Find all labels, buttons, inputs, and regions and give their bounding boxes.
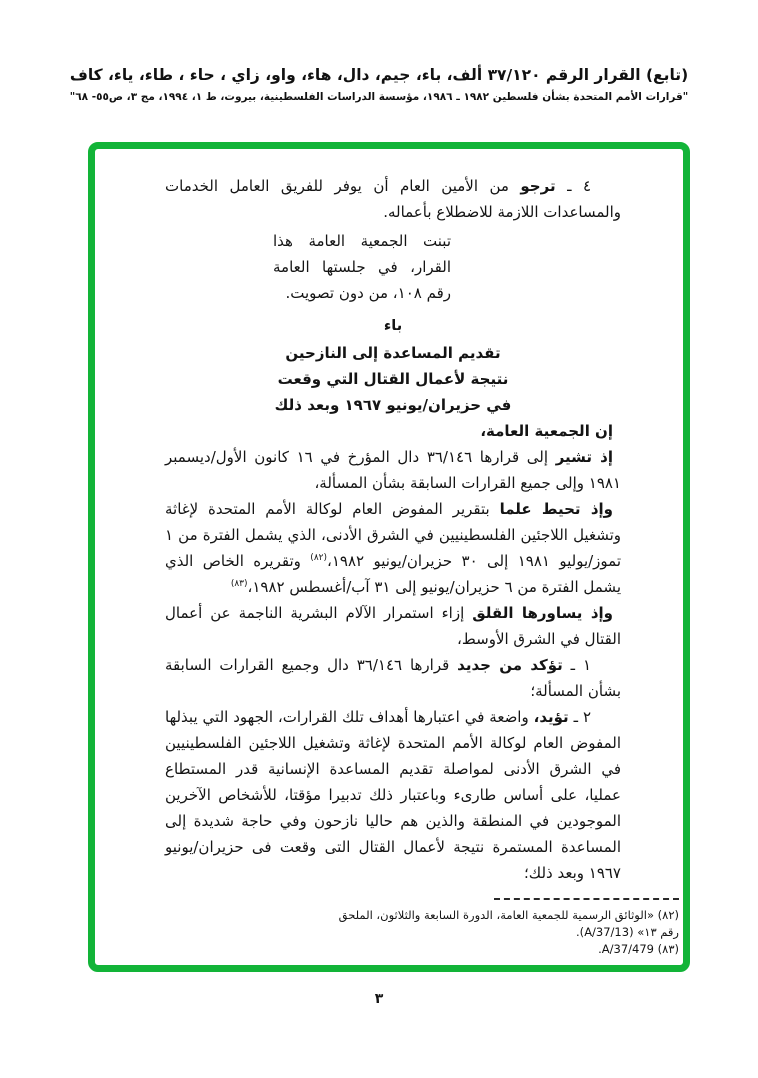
footnote-83-marker: (٨٣) [657, 942, 679, 956]
header-citation-line: "قرارات الأمم المتحدة بشأن فلسطين ١٩٨٢ ـ ١٩٨٦، مؤسسة الدراسات الفلسطينية، بيروت، ط ١، ١٩٩٤، مج ٣، ص٥٥- ٦٨" [69, 91, 689, 103]
footnotes-block [327, 907, 679, 958]
concerned-lead: وإذ يساورها القلق [472, 604, 614, 622]
footnote-83 [327, 941, 679, 958]
preamble-recalling [165, 444, 621, 496]
title-line-1: تقديم المساعدة إلى النازحين [285, 344, 501, 362]
preamble-intro: إن الجمعية العامة، [480, 422, 613, 440]
operative-1-text: قرارها ٣٦/١٤٦ دال وجميع القرارات السابقة بشأن المسألة؛ [165, 656, 621, 700]
header-resolution-line: (تابع) القرار الرقم ٣٧/١٢٠ ألف، باء، جيم، دال، هاء، واو، زاي ، حاء ، طاء، ياء، كاف [69, 66, 689, 84]
footnote-82-text: «الوثائق الرسمية للجمعية العامة، الدورة السابعة والثلاثون، الملحق رقم ١٣» (A/37/13). [338, 908, 679, 939]
resolution-title [165, 340, 621, 418]
noting-text-2: وتقريره الخاص الذي يشمل الفترة من ٦ حزيران/يونيو إلى ٣١ آب/أغسطس ١٩٨٢، [165, 552, 621, 596]
operative-1 [165, 652, 621, 704]
recalling-lead: إذ تشير [555, 448, 613, 466]
content-frame [88, 142, 690, 972]
title-line-2: نتيجة لأعمال القتال التي وقعت [277, 370, 509, 388]
operative-2-lead: تؤيد، [533, 708, 569, 726]
page-number: ٣ [374, 991, 384, 1007]
page-header [0, 66, 758, 103]
footnote-ref-82: (٨٢) [310, 553, 327, 563]
operative-2 [165, 704, 621, 886]
noting-text-1: بتقرير المفوض العام لوكالة الأمم المتحدة لإغاثة وتشغيل اللاجئين الفلسطينيين في الشرق الأدنى، الذي يشمل الفترة من ١ تموز/يوليو ١٩٨١ إلى ٣٠ حزيران/يونيو ١٩٨٢، [165, 500, 622, 570]
footnote-ref-83: (٨٣) [230, 579, 248, 589]
recalling-text: إلى قرارها ٣٦/١٤٦ دال المؤرخ في ١٦ كانون الأول/ديسمبر ١٩٨١ وإلى جميع القرارات السابقة بشأن المسألة، [165, 448, 621, 492]
resolution-body [95, 149, 683, 965]
footnote-separator [494, 898, 679, 900]
clause-4-text: من الأمين العام أن يوفر للفريق العامل الخدمات والمساعدات اللازمة للاضطلاع بأعماله. [165, 177, 621, 221]
title-line-3: في حزيران/يونيو ١٩٦٧ وبعد ذلك [274, 396, 512, 414]
footnote-82 [327, 907, 679, 941]
clause-4-paragraph [165, 173, 621, 225]
footnote-82-marker: (٨٢) [657, 908, 679, 922]
clause-4-lead: ترجو [520, 177, 556, 195]
operative-2-number: ٢ ـ [568, 708, 591, 726]
clause-4-number: ٤ ـ [555, 177, 592, 195]
concerned-text: إزاء استمرار الآلام البشرية الناجمة عن أعمال القتال في الشرق الأوسط، [165, 604, 621, 648]
operative-1-number: ١ ـ [562, 656, 592, 674]
preamble-concerned [165, 600, 621, 652]
adoption-note: تبنت الجمعية العامة هذا القرار، في جلستها العامة رقم ١٠٨، من دون تصويت. [273, 232, 451, 302]
operative-2-text: واضعة في اعتبارها أهداف تلك القرارات، الجهود التي يبذلها المفوض العام لوكالة الأمم المتحدة لإغاثة وتشغيل اللاجئين الفلسطينيين في الشرق الأدنى لمواصلة تقديم المساعدة الإنسانية قدر المستطاع عمليا، على أساس طارىء وباعتبار ذلك تدبيرا مؤقتا، للأشخاص الآخرين الموجودين في المنطقة والذين هم حاليا نازحون وفي حاجة شديدة إلى المساعدة المستمرة نتيجة لأعمال القتال التى وقعت فى حزيران/يونيو ١٩٦٧ وبعد ذلك؛ [165, 708, 621, 882]
section-letter: باء [383, 318, 403, 334]
preamble-noting [165, 496, 621, 600]
operative-1-lead: تؤكد من جديد [457, 656, 563, 674]
footnote-83-text: A/37/479. [598, 942, 654, 956]
noting-lead: وإذ تحيط علما [499, 500, 614, 518]
